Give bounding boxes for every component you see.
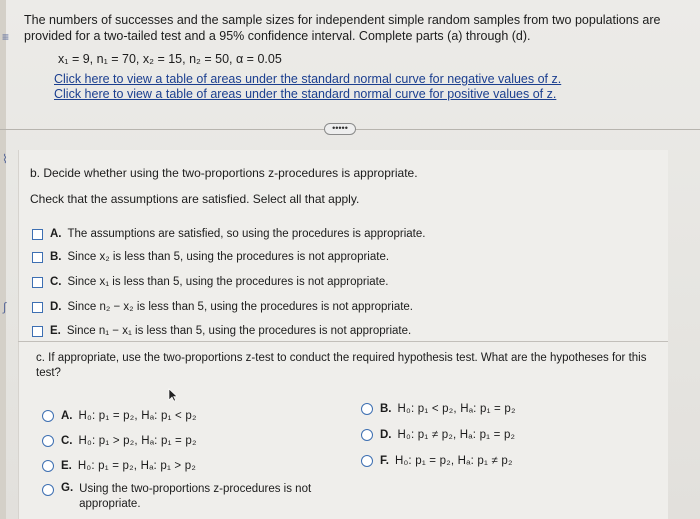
radio-button[interactable] <box>42 484 54 496</box>
part-c-option-f[interactable]: F. H₀: p₁ = p₂, Hₐ: p₁ ≠ p₂ <box>361 455 513 467</box>
positive-z-table-link[interactable]: Click here to view a table of areas under the standard normal curve for positive values of z. <box>54 87 557 101</box>
part-c-option-b[interactable]: B. H₀: p₁ < p₂, Hₐ: p₁ = p₂ <box>361 403 516 415</box>
problem-parameters: x₁ = 9, n₁ = 70, x₂ = 15, n₂ = 50, α = 0.05 <box>58 52 282 66</box>
part-c-option-a[interactable]: A. H₀: p₁ = p₂, Hₐ: p₁ < p₂ <box>42 410 197 422</box>
checkbox[interactable] <box>32 302 43 313</box>
radio-button[interactable] <box>361 429 373 441</box>
expand-more-button[interactable]: ••••• <box>324 123 356 135</box>
part-c-question-cont: test? <box>36 367 61 379</box>
part-b-option-e[interactable]: E. Since n₁ − x₁ is less than 5, using the procedures is not appropriate. <box>32 325 411 337</box>
negative-z-table-link[interactable]: Click here to view a table of areas under the standard normal curve for negative values of z. <box>54 72 562 86</box>
checkbox[interactable] <box>32 229 43 240</box>
part-b-instruction: Check that the assumptions are satisfied. Select all that apply. <box>30 192 360 206</box>
part-b-question: b. Decide whether using the two-proportions z-procedures is appropriate. <box>30 166 418 180</box>
left-edge <box>0 0 6 519</box>
radio-button[interactable] <box>42 410 54 422</box>
part-c-question: c. If appropriate, use the two-proportions z-test to conduct the required hypothesis test. What are the hypotheses for this <box>36 352 647 364</box>
radio-button[interactable] <box>42 460 54 472</box>
checkbox[interactable] <box>32 252 43 263</box>
part-c-option-c[interactable]: C. H₀: p₁ > p₂, Hₐ: p₁ = p₂ <box>42 435 197 447</box>
part-c-option-d[interactable]: D. H₀: p₁ ≠ p₂, Hₐ: p₁ = p₂ <box>361 429 515 441</box>
section-divider <box>18 341 668 342</box>
radio-button[interactable] <box>361 455 373 467</box>
edge-mark-icon: ≡ <box>2 30 10 44</box>
problem-statement: The numbers of successes and the sample sizes for independent simple random samples from two populations are provided for a two-tailed test and a 95% confidence interval. Complete parts (a) through (d). <box>24 13 661 43</box>
checkbox[interactable] <box>32 277 43 288</box>
part-b-option-a[interactable]: A. The assumptions are satisfied, so using the procedures is appropriate. <box>32 228 425 240</box>
radio-button[interactable] <box>42 435 54 447</box>
edge-mark-icon: ⌇ <box>2 152 8 166</box>
part-b-option-d[interactable]: D. Since n₂ − x₂ is less than 5, using the procedures is not appropriate. <box>32 301 413 313</box>
edge-mark-icon: ∫ <box>3 300 7 314</box>
part-b-option-b[interactable]: B. Since x₂ is less than 5, using the procedures is not appropriate. <box>32 251 389 263</box>
radio-button[interactable] <box>361 403 373 415</box>
checkbox[interactable] <box>32 326 43 337</box>
mouse-cursor-icon <box>168 388 178 402</box>
part-c-option-e[interactable]: E. H₀: p₁ = p₂, Hₐ: p₁ > p₂ <box>42 460 196 472</box>
part-b-option-c[interactable]: C. Since x₁ is less than 5, using the procedures is not appropriate. <box>32 276 388 288</box>
part-c-option-g[interactable]: G. Using the two-proportions z-procedures is not appropriate. <box>42 482 311 512</box>
